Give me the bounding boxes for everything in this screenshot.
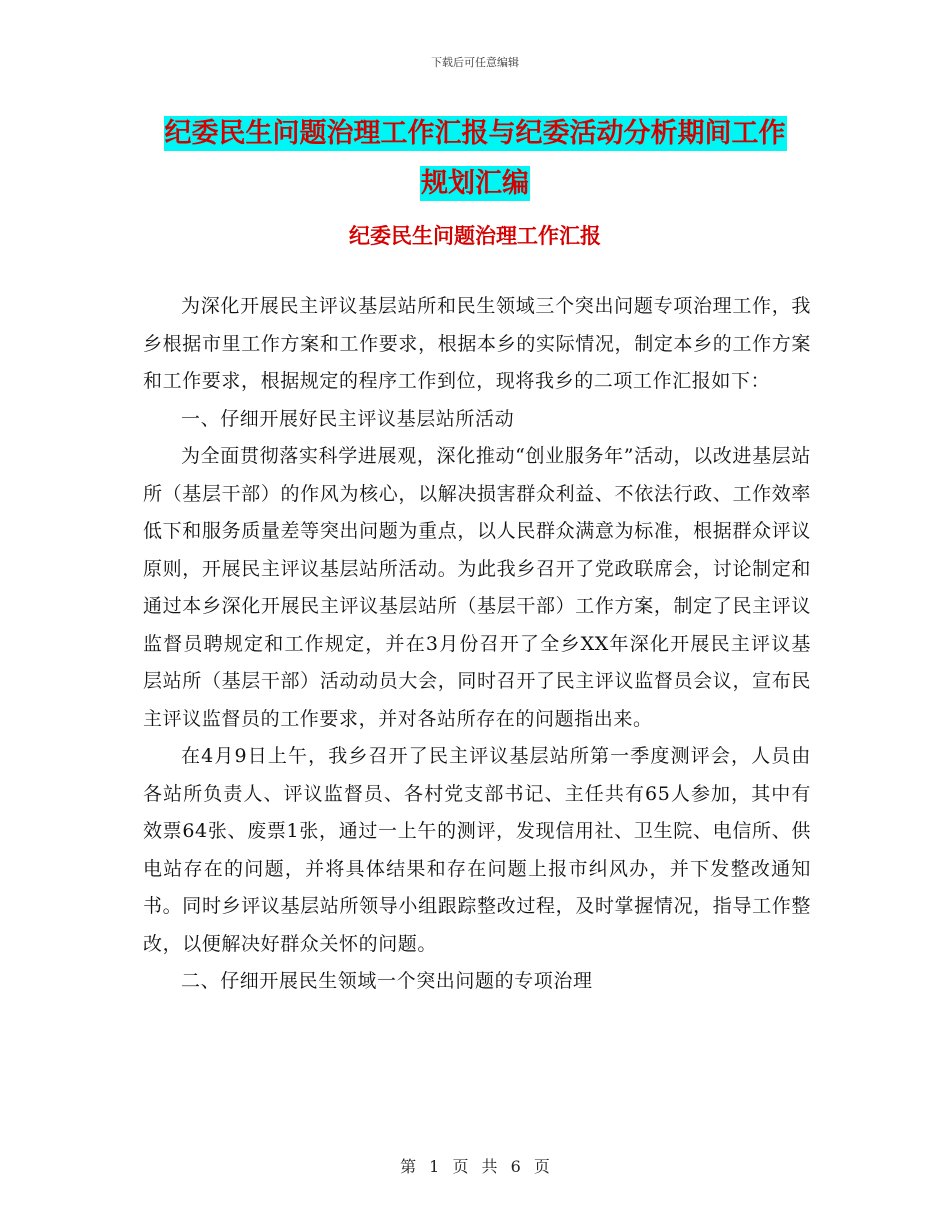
paragraph-evaluation-meeting: 在4月9日上午，我乡召开了民主评议基层站所第一季度测评会，人员由各站所负责人、评议监督员、各村党支部书记、主任共有65人参加，其中有效票64张、废票1张，通过一上午的测评，发现信用社、卫生院、电信所、供电站存在的问题，并将具体结果和存在问题上报市纠风办，并下发整改通知书。同时乡评议基层站所领导小组跟踪整改过程，及时掌握情况，指导工作整改，以便解决好群众关怀的问题。 [143,745,811,955]
document-title-line1: 纪委民生问题治理工作汇报与纪委活动分析期间工作 [164,118,786,149]
paragraph-part-one-details: 为全面贯彻落实科学进展观，深化推动“创业服务年”活动，以改进基层站所（基层干部）的作风为核心，以解决损害群众利益、不依法行政、工作效率低下和服务质量差等突出问题为重点，以人民群众满意为标准，根据群众评议原则，开展民主评议基层站所活动。为此我乡召开了党政联席会，讨论制定和通过本乡深化开展民主评议基层站所（基层干部）工作方案，制定了民主评议监督员聘规定和工作规定，并在3月份召开了全乡XX年深化开展民主评议基层站所（基层干部）活动动员大会，同时召开了民主评议监督员会议，宣布民主评议监督员的工作要求，并对各站所存在的问题指出来。 [143,445,811,730]
document-body [143,288,811,1001]
page-header-note: 下载后可任意编辑 [431,56,519,69]
paragraph-intro: 为深化开展民主评议基层站所和民生领域三个突出问题专项治理工作，我乡根据市里工作方案和工作要求，根据本乡的实际情况，制定本乡的工作方案和工作要求，根据规定的程序工作到位，现将我乡的二项工作汇报如下： [143,295,811,392]
document-title [145,109,805,209]
heading-part-two: 二、仔细开展民生领域一个突出问题的专项治理 [181,970,593,992]
page-number-footer: 第 1 页 共 6 页 [400,1157,550,1176]
heading-part-one: 一、仔细开展好民主评议基层站所活动 [181,407,515,430]
document-title-line2: 规划汇编 [421,168,529,199]
section-title: 纪委民生问题治理工作汇报 [349,224,601,248]
